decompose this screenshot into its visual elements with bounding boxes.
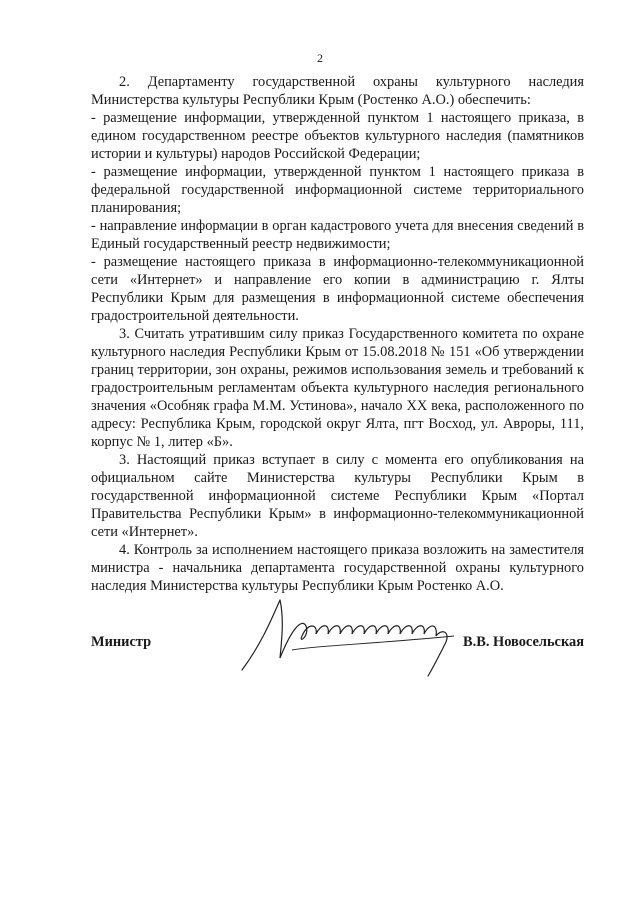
list-item-egrokn: - размещение информации, утвержденной пунктом 1 настоящего приказа, в едином государственном реестре объектов культурного наследия (памятников истории и культуры) народов Российской Федерации; <box>91 110 584 162</box>
signatory-role: Министр <box>91 634 152 650</box>
list-item-internet: - размещение настоящего приказа в информационно-телекоммуникационной сети «Интернет» и направление его копии в администрацию г. Ялты Республики Крым для размещения в информационной системе обеспечения градостроительной деятельности. <box>91 254 584 324</box>
paragraph-3-repeal: 3. Считать утратившим силу приказ Государственного комитета по охране культурного наследия Республики Крым от 15.08.2018 № 151 «Об утверждении границ территории, зон охраны, режимов использования земель и требований к градостроительным регламентам объекта культурного наследия регионального значения «Особняк графа М.М. Устинова», начало XX века, расположенного по адресу: Республика Крым, городской округ Ялта, пгт Восход, ул. Авроры, 111, корпус № 1, литер «Б». <box>91 326 584 450</box>
paragraph-3-effective: 3. Настоящий приказ вступает в силу с момента его опубликования на официальном сайте Министерства культуры Республики Крым в государственной информационной системе Республики Крым «Портал Правительства Республики Крым» в информационно-телекоммуникационной сети «Интернет». <box>91 452 584 540</box>
list-item-cadastre: - направление информации в орган кадастрового учета для внесения сведений в Единый государственный реестр недвижимости; <box>91 218 584 252</box>
paragraph-4-control: 4. Контроль за исполнением настоящего приказа возложить на заместителя министра - начальника департамента государственной охраны культурного наследия Министерства культуры Республики Крым Ростенко А.О. <box>91 542 584 594</box>
page-number: 2 <box>317 51 323 65</box>
document-body <box>91 73 584 595</box>
paragraph-2-departament: 2. Департаменту государственной охраны культурного наследия Министерства культуры Республики Крым (Ростенко А.О.) обеспечить: <box>91 74 584 108</box>
list-item-fgis-tp: - размещение информации, утвержденной пунктом 1 настоящего приказа в федеральной государственной информационной системе территориального планирования; <box>91 164 584 216</box>
handwritten-signature <box>232 588 472 678</box>
signatory-name: В.В. Новосельская <box>463 634 584 650</box>
